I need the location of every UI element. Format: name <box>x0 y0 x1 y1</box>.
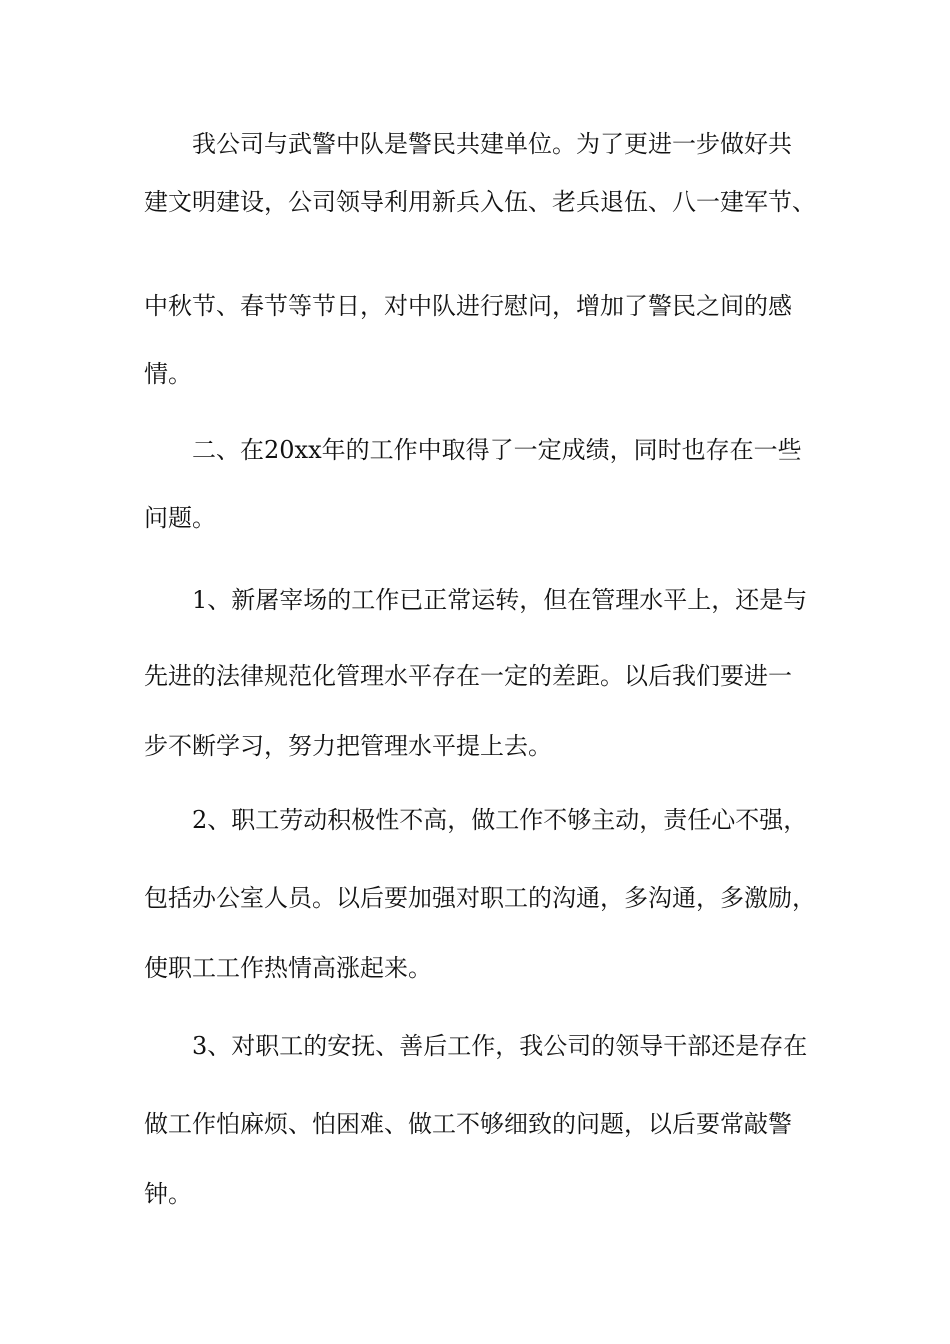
paragraph-line: 步不断学习，努力把管理水平提上去。 <box>144 732 552 760</box>
paragraph-line: 2、职工劳动积极性不高，做工作不够主动，责任心不强， <box>192 806 808 834</box>
paragraph-line: 中秋节、春节等节日，对中队进行慰问，增加了警民之间的感 <box>144 292 792 320</box>
paragraph-line: 1、新屠宰场的工作已正常运转，但在管理水平上，还是与 <box>192 586 808 614</box>
paragraph-line: 我公司与武警中队是警民共建单位。为了更进一步做好共 <box>192 130 792 158</box>
paragraph-line: 问题。 <box>144 504 216 532</box>
paragraph-line: 使职工工作热情高涨起来。 <box>144 954 432 982</box>
paragraph-line: 做工作怕麻烦、怕困难、做工不够细致的问题，以后要常敲警 <box>144 1110 792 1138</box>
paragraph-line: 3、对职工的安抚、善后工作，我公司的领导干部还是存在 <box>192 1032 808 1060</box>
paragraph-line: 二、在20xx年的工作中取得了一定成绩，同时也存在一些 <box>192 436 802 464</box>
paragraph-line: 包括办公室人员。以后要加强对职工的沟通，多沟通，多激励， <box>144 884 816 912</box>
paragraph-line: 先进的法律规范化管理水平存在一定的差距。以后我们要进一 <box>144 662 792 690</box>
paragraph-line: 建文明建设，公司领导利用新兵入伍、老兵退伍、八一建军节、 <box>144 188 816 216</box>
paragraph-line: 钟。 <box>144 1180 192 1208</box>
paragraph-line: 情。 <box>144 360 192 388</box>
